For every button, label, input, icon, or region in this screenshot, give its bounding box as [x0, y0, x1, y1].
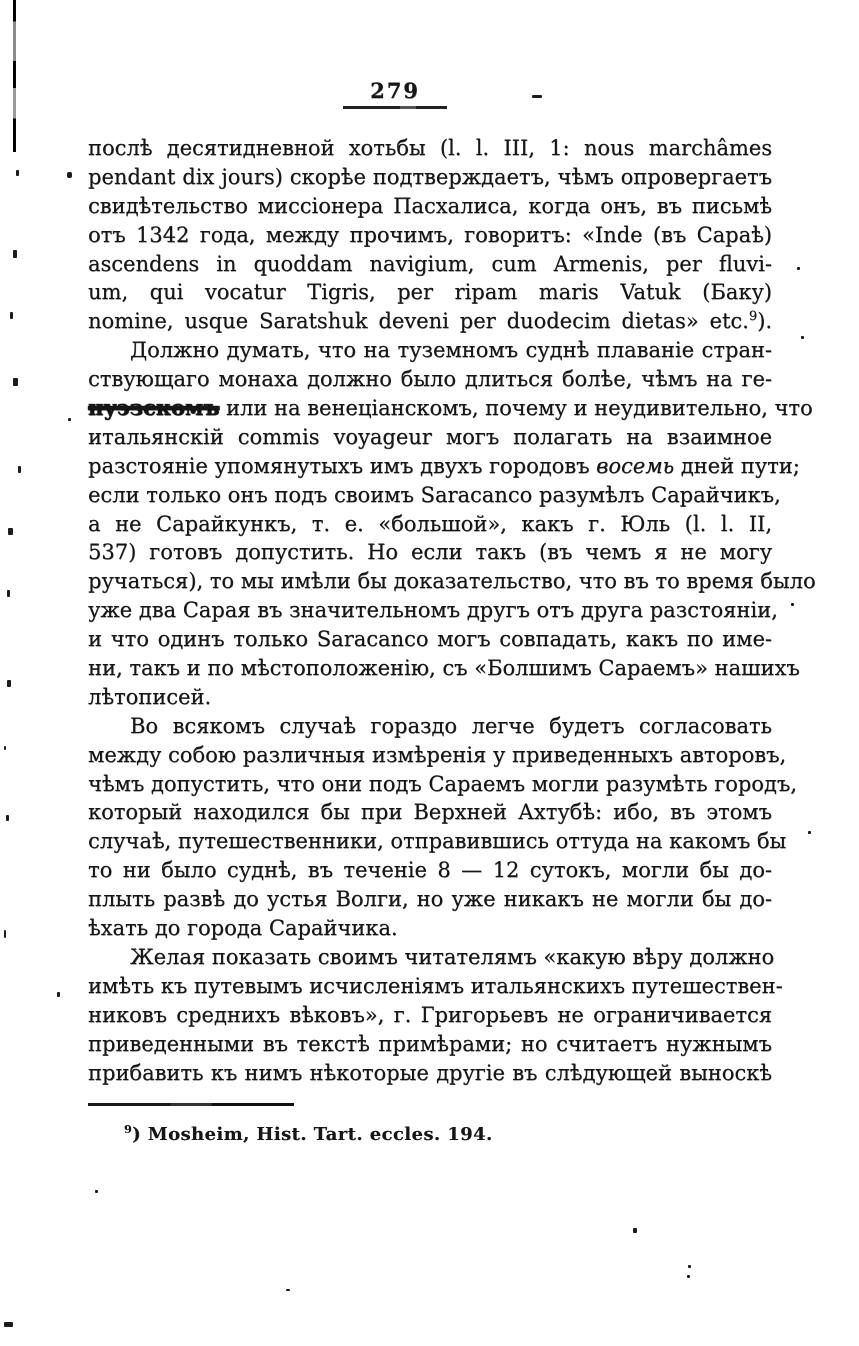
scan-speck [688, 1265, 691, 1268]
scan-speck [797, 267, 800, 270]
scan-edge-line [13, 0, 16, 152]
scan-speck [7, 590, 10, 597]
scan-speck [13, 378, 18, 386]
paragraph [88, 943, 783, 1087]
text-line: отъ 1342 года, между прочимъ, говоритъ: «Inde (въ Сараѣ) [88, 222, 772, 247]
scan-speck [286, 1289, 290, 1291]
scan-speck [633, 1228, 637, 1233]
scan-speck [4, 1322, 13, 1327]
paragraph [88, 134, 772, 336]
scan-speck [67, 172, 72, 178]
scan-speck [687, 1275, 690, 1278]
page-number-rule [343, 106, 447, 109]
text-line: ascendens in quoddam navigium, cum Armenis, per fluvi- [88, 251, 772, 276]
text-line: уже два Сарая въ значительномъ другъ отъ друга разстояніи, [88, 598, 778, 623]
scan-speck [801, 336, 804, 339]
text-line: Во всякомъ случаѣ гораздо легче будетъ согласовать [130, 713, 772, 738]
text-line: послѣ десятидневной хотьбы (l. l. III, 1: nous marchâmes [88, 136, 772, 160]
text-line: случаѣ, путешественники, отправившись оттуда на какомъ бы [88, 829, 787, 854]
scan-speck [6, 815, 9, 821]
text-line: никовъ среднихъ вѣковъ», г. Григорьевъ не ограничивается [88, 1002, 772, 1027]
text-line: прибавить къ нимъ нѣкоторые другіе въ слѣдующей выноскѣ [88, 1060, 772, 1085]
paragraph [88, 712, 797, 943]
text-line: ѣхать до города Сарайчика. [88, 916, 398, 941]
scan-speck [8, 528, 13, 535]
text-line: лѣтописей. [88, 684, 212, 709]
text-line: ствующаго монаха должно было длиться болѣе, чѣмъ на ге- [88, 367, 772, 392]
text-line: нуэзскомъ или на венеціанскомъ, почему и неудивительно, что [88, 395, 813, 421]
text-line: между собою различныя измѣренія у приведенныхъ авторовъ, [88, 742, 787, 767]
footnote [124, 1124, 493, 1145]
text-block [88, 134, 816, 1087]
scan-speck [57, 992, 60, 997]
text-line: ручаться), то мы имѣли бы доказательство, что въ то время было [88, 569, 816, 594]
scan-speck [532, 95, 542, 98]
text-line: свидѣтельство миссіонера Пасхалиса, когда онъ, въ письмѣ [88, 193, 772, 218]
scan-speck [808, 831, 811, 834]
text-line: если только онъ подъ своимъ Saracanco разумѣлъ Сарайчикъ, [88, 482, 781, 507]
text-line: Должно думать, что на туземномъ суднѣ плаваніе стран- [130, 338, 772, 363]
text-line: nomine, usque Saratshuk deveni per duodecim dietas» etc.$^9$). [88, 309, 772, 334]
text-line: имѣть къ путевымъ исчисленіямъ итальянскихъ путешествен- [88, 973, 783, 998]
scan-speck [16, 170, 19, 176]
page-number: 279 [370, 78, 420, 103]
text-line: um, qui vocatur Tigris, per ripam maris Vatuk (Баку) [88, 280, 772, 305]
scan-speck [7, 680, 11, 687]
text-line: чѣмъ допустить, что они подъ Сараемъ могли разумѣть городъ, [88, 771, 797, 796]
text-line: и что одинъ только Saracanco могъ совпадать, какъ по име- [88, 627, 772, 652]
text-line: ни, такъ и по мѣстоположенію, съ «Болшимъ Сараемъ» нашихъ [88, 656, 800, 681]
scan-speck [10, 312, 13, 319]
scan-speck [13, 250, 17, 258]
footnote-rule [88, 1103, 294, 1106]
footnote-text: ) Mosheim, Hist. Tart. eccles. 194. [132, 1124, 493, 1145]
text-line: приведенными въ текстѣ примѣрами; но считаетъ нужнымъ [88, 1031, 772, 1056]
text-line: Желая показать своимъ читателямъ «какую вѣру должно [130, 944, 775, 969]
text-line: плыть развѣ до устья Волги, но уже никакъ не могли бы до- [88, 887, 772, 912]
scan-speck [18, 466, 21, 473]
footnote-marker: 9 [124, 1123, 133, 1136]
text-line: pendant dix jours) скорѣе подтверждаетъ, чѣмъ опровергаетъ [88, 164, 772, 189]
text-line: который находился бы при Верхней Ахтубѣ: ибо, въ этомъ [88, 800, 772, 825]
scan-speck [95, 1190, 98, 1193]
scan-speck [791, 603, 794, 606]
paragraph [88, 336, 816, 712]
scan-speck [4, 746, 6, 750]
scan-speck [68, 418, 71, 421]
text-line: то ни было суднѣ, въ теченіе 8 — 12 сутокъ, могли бы до- [88, 858, 772, 883]
text-line: а не Сарайкункъ, т. е. «большой», какъ г. Юль (l. l. II, [88, 511, 772, 536]
text-line: итальянскій commis voyageur могъ полагать на взаимное [88, 424, 772, 449]
text-line: 537) готовъ допустить. Но если такъ (въ чемъ я не могу [88, 540, 772, 565]
scan-speck [4, 930, 6, 938]
text-line: разстояніе упомянутыхъ имъ двухъ городовъ восемь дней пути; [88, 453, 800, 478]
